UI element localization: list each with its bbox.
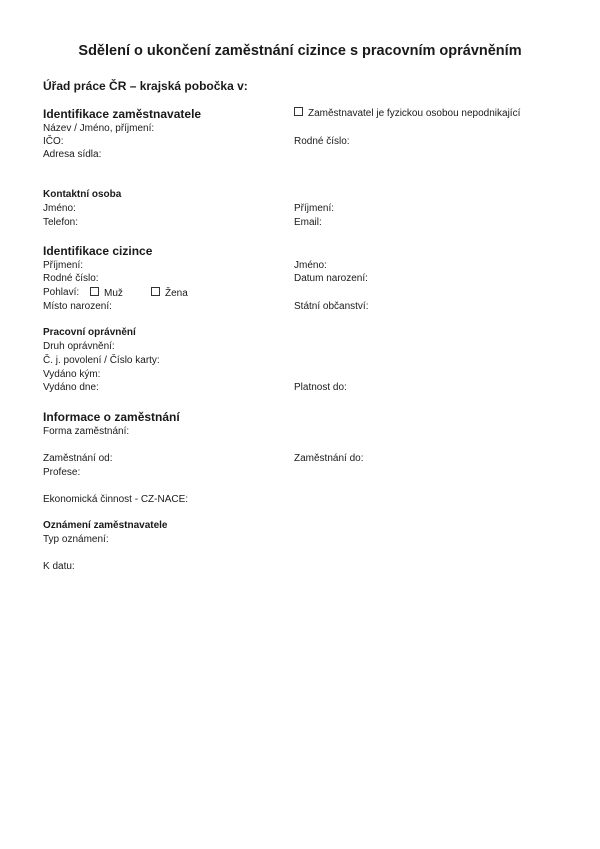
gender-female-label: Žena [165, 288, 188, 299]
employer-address-label: Adresa sídla: [43, 149, 102, 160]
gender-female-checkbox[interactable] [151, 287, 160, 296]
employment-form-label: Forma zaměstnání: [43, 426, 130, 437]
contact-phone-label: Telefon: [43, 217, 79, 228]
notice-heading: Oznámení zaměstnavatele [43, 520, 168, 531]
permit-valid-until-label: Platnost do: [294, 382, 347, 393]
foreigner-heading: Identifikace cizince [43, 244, 153, 258]
foreigner-surname-label: Příjmení: [43, 260, 84, 271]
gender-male-option[interactable] [90, 287, 123, 299]
employer-heading: Identifikace zaměstnavatele [43, 107, 202, 121]
self-employed-option[interactable] [294, 107, 520, 119]
self-employed-checkbox[interactable] [294, 107, 303, 116]
office-label: Úřad práce ČR – krajská pobočka v: [43, 79, 248, 93]
self-employed-label: Zaměstnavatel je fyzickou osobou nepodnikající [308, 108, 521, 119]
foreigner-first-name-label: Jméno: [294, 260, 327, 271]
foreigner-birth-date-label: Datum narození: [294, 273, 368, 284]
notice-type-label: Typ oznámení: [43, 534, 109, 545]
permit-issued-by-label: Vydáno kým: [43, 369, 101, 380]
gender-female-option[interactable] [151, 287, 188, 299]
foreigner-birth-number-label: Rodné číslo: [43, 273, 99, 284]
employment-heading: Informace o zaměstnání [43, 410, 180, 424]
contact-first-name-label: Jméno: [43, 203, 76, 214]
permit-issued-on-label: Vydáno dne: [43, 382, 99, 393]
contact-heading: Kontaktní osoba [43, 189, 122, 200]
gender-male-label: Muž [104, 288, 123, 299]
permit-heading: Pracovní oprávnění [43, 327, 136, 338]
gender-male-checkbox[interactable] [90, 287, 99, 296]
foreigner-gender-label: Pohlaví: [43, 287, 80, 298]
employment-profession-label: Profese: [43, 467, 81, 478]
permit-type-label: Druh oprávnění: [43, 341, 115, 352]
permit-number-label: Č. j. povolení / Číslo karty: [43, 355, 160, 366]
employer-birth-number-label: Rodné číslo: [294, 136, 350, 147]
employment-activity-label: Ekonomická činnost - CZ-NACE: [43, 494, 189, 505]
contact-surname-label: Příjmení: [294, 203, 335, 214]
notice-date-label: K datu: [43, 561, 75, 572]
employer-ico-label: IČO: [43, 136, 64, 147]
employment-from-label: Zaměstnání od: [43, 453, 113, 464]
foreigner-birth-place-label: Místo narození: [43, 301, 112, 312]
foreigner-citizenship-label: Státní občanství: [294, 301, 369, 312]
page-title: Sdělení o ukončení zaměstnání cizince s pracovním oprávněním [78, 43, 522, 59]
employment-to-label: Zaměstnání do: [294, 453, 364, 464]
contact-email-label: Email: [294, 217, 322, 228]
employer-name-label: Název / Jméno, příjmení: [43, 123, 155, 134]
